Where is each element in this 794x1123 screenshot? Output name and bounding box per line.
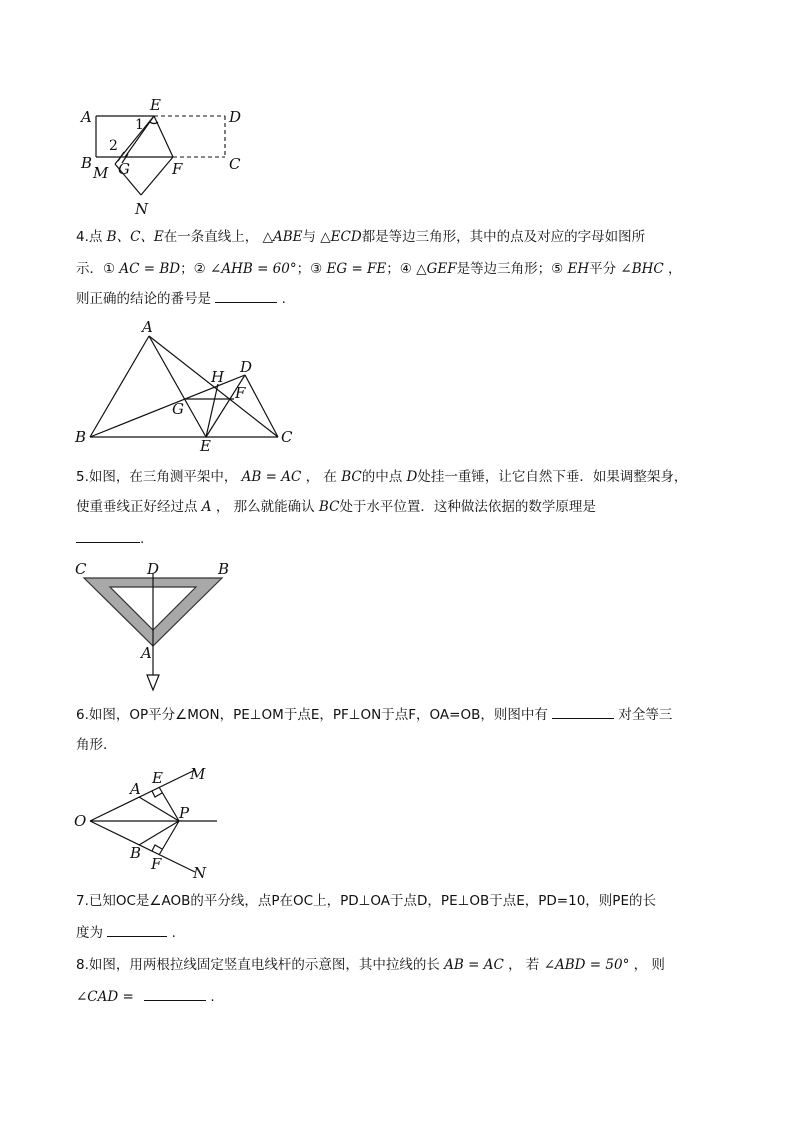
label-A: A <box>142 318 153 336</box>
label-A: A <box>130 780 141 798</box>
text: ， 在 <box>301 469 342 485</box>
text: . <box>206 989 215 1005</box>
text: 则正确的结论的番号是 <box>76 291 216 307</box>
label-E: E <box>150 96 161 114</box>
label-B: B <box>130 844 142 862</box>
label-P: P <box>179 804 190 822</box>
text: . <box>277 291 286 307</box>
text: 平分 <box>589 261 621 277</box>
text: ， 那么就能确认 <box>211 499 319 515</box>
label-D: D <box>229 108 242 126</box>
math: AC = BD <box>119 261 181 277</box>
math: EG = FE <box>326 261 387 277</box>
text: . <box>167 925 176 941</box>
math: △ECD <box>320 229 362 245</box>
math: EH <box>567 261 590 277</box>
math: AB = AC <box>444 957 504 973</box>
question-4-line-2 <box>76 254 736 284</box>
text: 处挂一重锤，让它自然下垂．如果调整架身， <box>417 469 688 485</box>
label-B: B <box>218 560 230 578</box>
text: ；④ <box>386 261 417 277</box>
label-D: D <box>147 560 160 578</box>
math: ∠CAD = <box>76 989 139 1005</box>
text: 5.如图，在三角测平架中， <box>76 469 242 485</box>
figure-rectangle-fold <box>78 95 258 220</box>
text: 处于水平位置．这种做法依据的数学原理是 <box>339 499 596 515</box>
label-A: A <box>81 108 92 126</box>
text: ；② <box>180 261 211 277</box>
question-8-line-2 <box>76 982 736 1012</box>
answer-blank[interactable] <box>215 288 277 303</box>
math: AB = AC <box>241 469 302 485</box>
text: ， <box>663 261 682 277</box>
label-G: G <box>118 160 130 178</box>
text: 与 <box>302 229 321 245</box>
answer-blank[interactable] <box>107 922 167 937</box>
answer-blank[interactable] <box>552 704 614 719</box>
label-E: E <box>200 437 211 453</box>
text: . <box>140 531 145 547</box>
text: 6.如图，OP平分∠MON，PE⊥OM于点E，PF⊥ON于点F，OA=OB，则图中有 <box>76 707 553 723</box>
question-6-line-2 <box>76 730 736 760</box>
question-7-line-2 <box>76 918 736 948</box>
math: △GEF <box>416 261 457 277</box>
label-F: F <box>172 160 183 178</box>
answer-blank[interactable] <box>76 528 140 543</box>
text: 7.已知OC是∠AOB的平分线，点P在OC上，PD⊥OA于点D，PE⊥OB于点E，PD=10，则PE的长 <box>76 893 656 909</box>
text: 都是等边三角形，其中的点及对应的字母如图所 <box>361 229 646 245</box>
label-M: M <box>190 765 206 783</box>
text: 在一条直线上， <box>163 229 263 245</box>
text: 度为 <box>76 925 108 941</box>
math: BC <box>341 469 362 485</box>
text: ， 若 <box>503 957 544 973</box>
label-N: N <box>193 864 207 882</box>
label-C: C <box>229 155 241 173</box>
math: D <box>406 469 418 485</box>
text: 4.点 <box>76 229 107 245</box>
label-H: H <box>211 368 225 386</box>
text: 对全等三 <box>614 707 673 723</box>
label-C: C <box>281 428 293 446</box>
math: △ABE <box>262 229 303 245</box>
question-4-line-3 <box>76 284 736 314</box>
label-F: F <box>151 855 162 873</box>
label-N: N <box>135 200 149 218</box>
question-7-line-1 <box>76 886 736 916</box>
label-B: B <box>81 154 93 172</box>
math: ∠BHC <box>620 261 664 277</box>
math: ∠ABD = 50° <box>543 957 630 973</box>
label-angle-1: 1 <box>135 117 144 133</box>
question-5-line-3 <box>76 524 736 554</box>
question-8-line-1 <box>76 950 736 980</box>
label-angle-2: 2 <box>109 138 118 154</box>
math: BC <box>318 499 340 515</box>
math: ∠AHB = 60° <box>210 261 297 277</box>
label-O: O <box>74 812 87 830</box>
label-M: M <box>93 164 109 182</box>
question-5-line-1 <box>76 462 736 492</box>
figure-level-frame <box>70 558 240 698</box>
question-4-line-1 <box>76 222 736 252</box>
text: ；③ <box>296 261 327 277</box>
math: A <box>201 499 212 515</box>
text: ， 则 <box>629 957 665 973</box>
text: 8.如图，用两根拉线固定竖直电线杆的示意图，其中拉线的长 <box>76 957 445 973</box>
question-6-line-1 <box>76 700 736 730</box>
figure-angle-bisector <box>72 762 232 882</box>
text: 是等边三角形；⑤ <box>456 261 568 277</box>
label-A: A <box>141 644 152 662</box>
label-E: E <box>152 769 163 787</box>
label-G: G <box>172 400 184 418</box>
text: 示．① <box>76 261 120 277</box>
text: 使重垂线正好经过点 <box>76 499 202 515</box>
label-D: D <box>240 358 253 376</box>
answer-blank[interactable] <box>144 986 206 1001</box>
math: B、C、E <box>106 229 164 245</box>
label-C: C <box>75 560 87 578</box>
text: 的中点 <box>361 469 407 485</box>
figure-equilateral-triangles <box>70 318 310 453</box>
label-B: B <box>75 428 87 446</box>
text: 角形. <box>76 737 108 753</box>
question-5-line-2 <box>76 492 736 522</box>
label-F: F <box>235 384 246 402</box>
